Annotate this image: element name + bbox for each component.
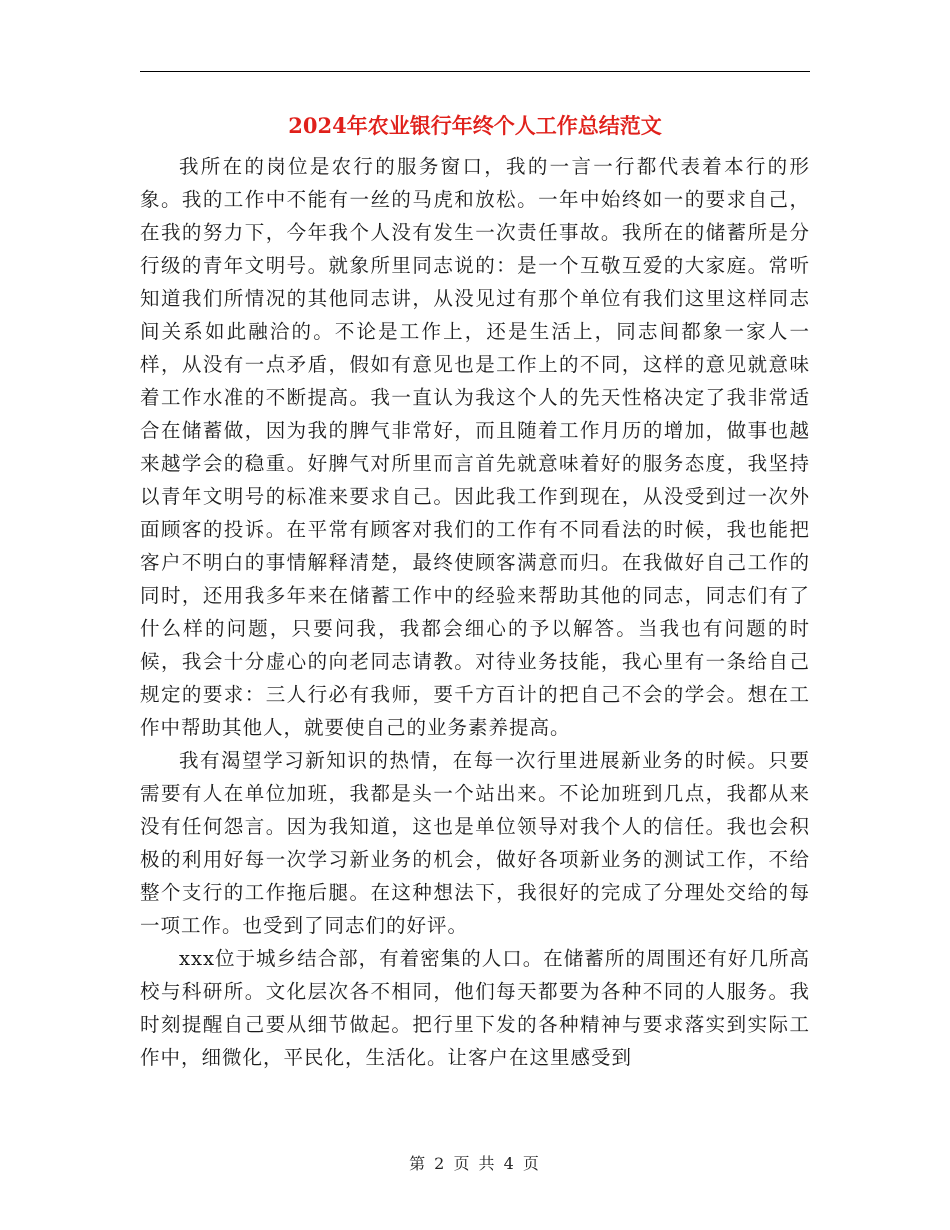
paragraph-3: xxx位于城乡结合部，有着密集的人口。在储蓄所的周围还有好几所高校与科研所。文化层次各不相同，他们每天都要为各种不同的人服务。我时刻提醒自己要从细节做起。把行里下发的各种精神与要求落实到实际工作中，细微化，平民化，生活化。让客户在这里感受到 [140,947,810,1069]
paragraph-2: 我有渴望学习新知识的热情，在每一次行里进展新业务的时候。只要需要有人在单位加班，我都是头一个站出来。不论加班到几点，我都从来没有任何怨言。因为我知道，这也是单位领导对我个人的信任。我也会积极的利用好每一次学习新业务的机会，做好各项新业务的测试工作，不给整个支行的工作拖后腿。在这种想法下，我很好的完成了分理处交给的每一项工作。也受到了同志们的好评。 [140,749,810,937]
header-rule [140,71,810,72]
page-number: 第 2 页 共 4 页 [409,1154,541,1173]
document-title: 2024年农业银行年终个人工作总结范文 [288,113,662,138]
paragraph-1: 我所在的岗位是农行的服务窗口，我的一言一行都代表着本行的形象。我的工作中不能有一丝的马虎和放松。一年中始终如一的要求自己，在我的努力下，今年我个人没有发生一次责任事故。我所在的储蓄所是分行级的青年文明号。就象所里同志说的：是一个互敬互爱的大家庭。常听知道我们所情况的其他同志讲，从没见过有那个单位有我们这里这样同志间关系如此融洽的。不论是工作上，还是生活上，同志间都象一家人一样，从没有一点矛盾，假如有意见也是工作上的不同，这样的意见就意味着工作水准的不断提高。我一直认为我这个人的先天性格决定了我非常适合在储蓄做，因为我的脾气非常好，而且随着工作月历的增加，做事也越来越学会的稳重。好脾气对所里而言首先就意味着好的服务态度，我坚持以青年文明号的标准来要求自己。因此我工作到现在，从没受到过一次外面顾客的投诉。在平常有顾客对我们的工作有不同看法的时候，我也能把客户不明白的事情解释清楚，最终使顾客满意而归。在我做好自己工作的同时，还用我多年来在储蓄工作中的经验来帮助其他的同志，同志们有了什么样的问题，只要问我，我都会细心的予以解答。当我也有问题的时候，我会十分虚心的向老同志请教。对待业务技能，我心里有一条给自己规定的要求：三人行必有我师，要千方百计的把自己不会的学会。想在工作中帮助其他人，就要使自己的业务素养提高。 [140,155,810,739]
document-body [140,150,810,1074]
